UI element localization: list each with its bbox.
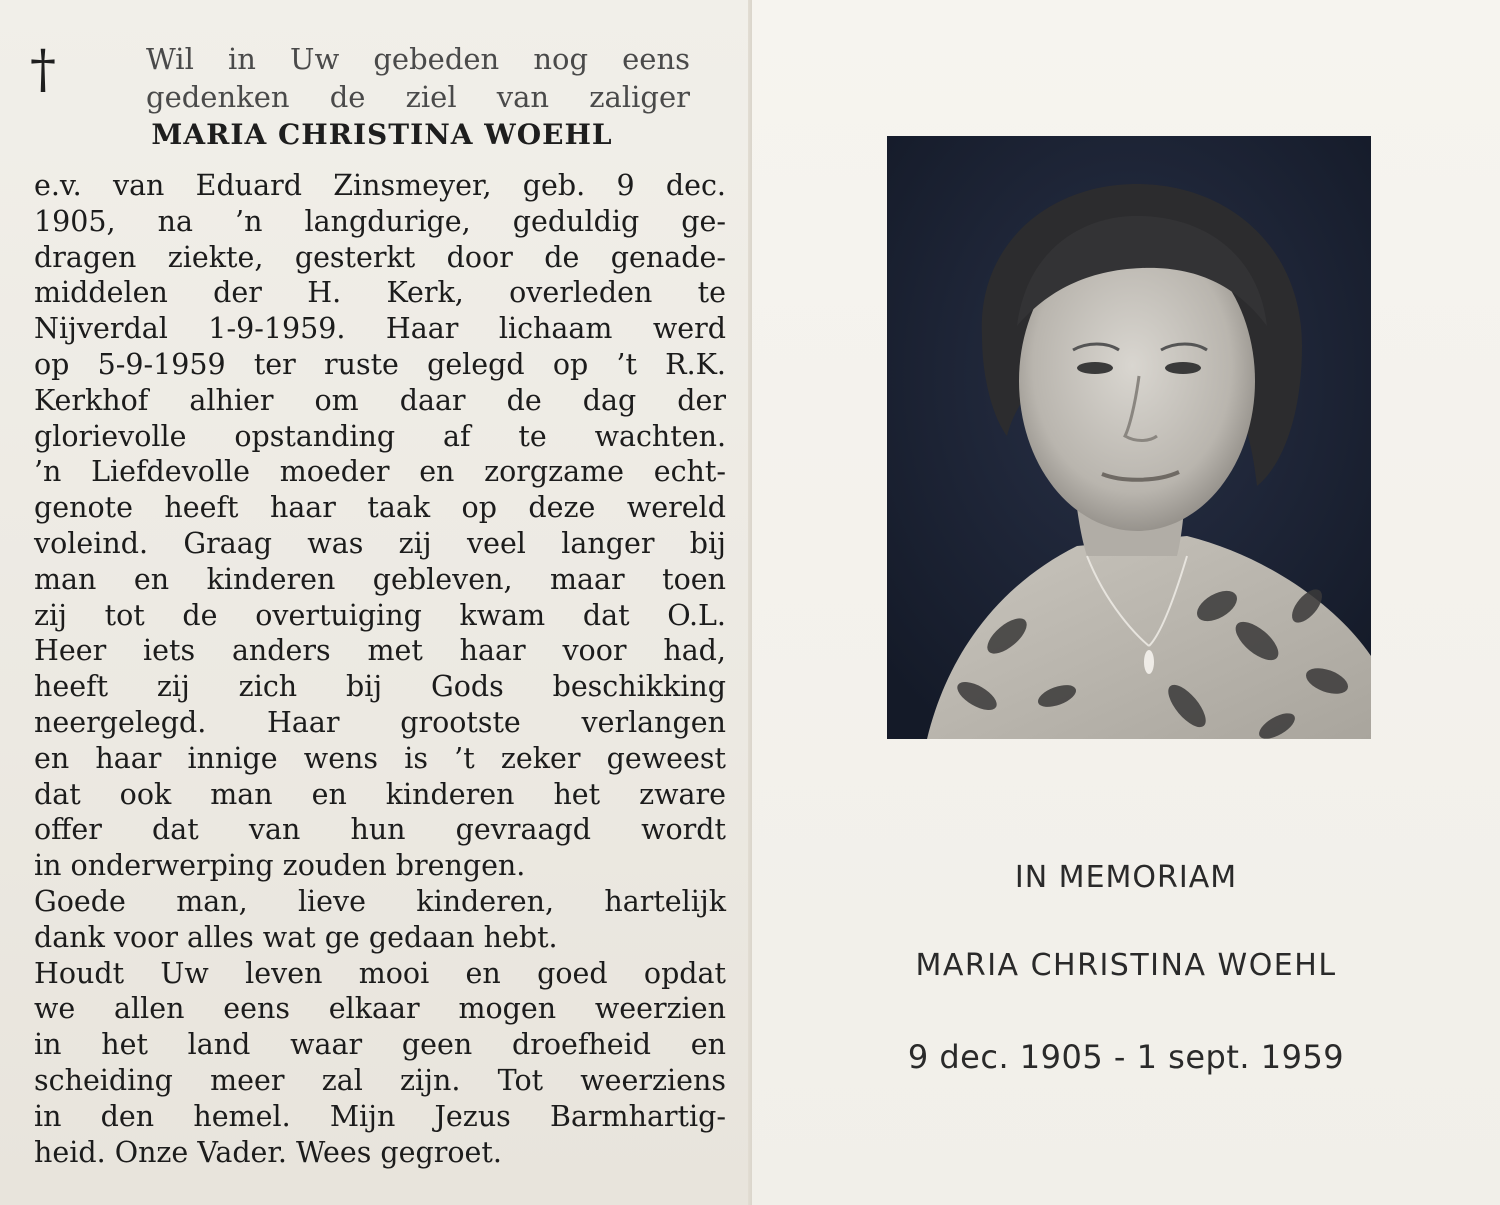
body-line: zij tot de overtuiging kwam dat O.L. [34,598,726,632]
body-line: dragen ziekte, gesterkt door de genade- [34,240,726,274]
body-line: heeft zij zich bij Gods beschikking [34,670,726,704]
cross-icon: † [30,40,56,100]
body-line: ’n Liefdevolle moeder en zorgzame echt- [34,455,726,489]
body-line: middelen der H. Kerk, overleden te [34,276,726,310]
body-line: in het land waar geen droefheid en [34,1028,726,1062]
memorial-body-text [34,168,726,1170]
body-line: op 5-9-1959 ter ruste gelegd op ’t R.K. [34,347,726,381]
body-line: e.v. van Eduard Zinsmeyer, geb. 9 dec. [34,169,726,202]
body-line: en haar innige wens is ’t zeker geweest [34,741,726,775]
portrait-illustration [887,136,1371,739]
body-line: Goede man, lieve kinderen, hartelijk [34,884,726,918]
life-dates: 9 dec. 1905 - 1 sept. 1959 [907,1038,1345,1076]
body-line: heid. Onze Vader. Wees gegroet. [34,1135,502,1169]
body-line: Heer iets anders met haar voor had, [34,634,726,668]
body-line: dank voor alles wat ge gedaan hebt. [34,920,558,954]
portrait-photo [887,136,1371,739]
body-line: Houdt Uw leven mooi en goed opdat [34,956,726,990]
body-line: voleind. Graag was zij veel langer bij [34,526,726,560]
body-line: genote heeft haar taak op deze wereld [34,491,726,525]
body-line: man en kinderen gebleven, maar toen [34,562,726,596]
body-line: dat ook man en kinderen het zware [34,777,726,811]
body-line: 1905, na ’n langdurige, geduldig ge- [34,204,726,238]
body-line: in onderwerping zouden brengen. [34,849,526,883]
body-line: scheiding meer zal zijn. Tot weerziens [34,1063,726,1097]
body-line: offer dat van hun gevraagd wordt [34,813,726,847]
body-line: in den hemel. Mijn Jezus Barmhartig- [34,1099,726,1133]
body-line: Nijverdal 1-9-1959. Haar lichaam werd [34,312,726,346]
in-memoriam-heading: IN MEMORIAM [1014,860,1238,895]
deceased-name-heading: MARIA CHRISTINA WOEHL [151,118,613,151]
body-line: Kerkhof alhier om daar de dag der [34,383,726,417]
intro-prayer [146,40,690,116]
body-line: neergelegd. Haar grootste verlangen [34,705,726,739]
intro-line-1: Wil in Uw gebeden nog eens [146,42,690,76]
body-line: glorievolle opstanding af te wachten. [34,419,726,453]
intro-line-2: gedenken de ziel van zaliger [146,80,690,114]
body-line: we allen eens elkaar mogen weerzien [34,992,726,1026]
deceased-name: MARIA CHRISTINA WOEHL [915,948,1337,983]
